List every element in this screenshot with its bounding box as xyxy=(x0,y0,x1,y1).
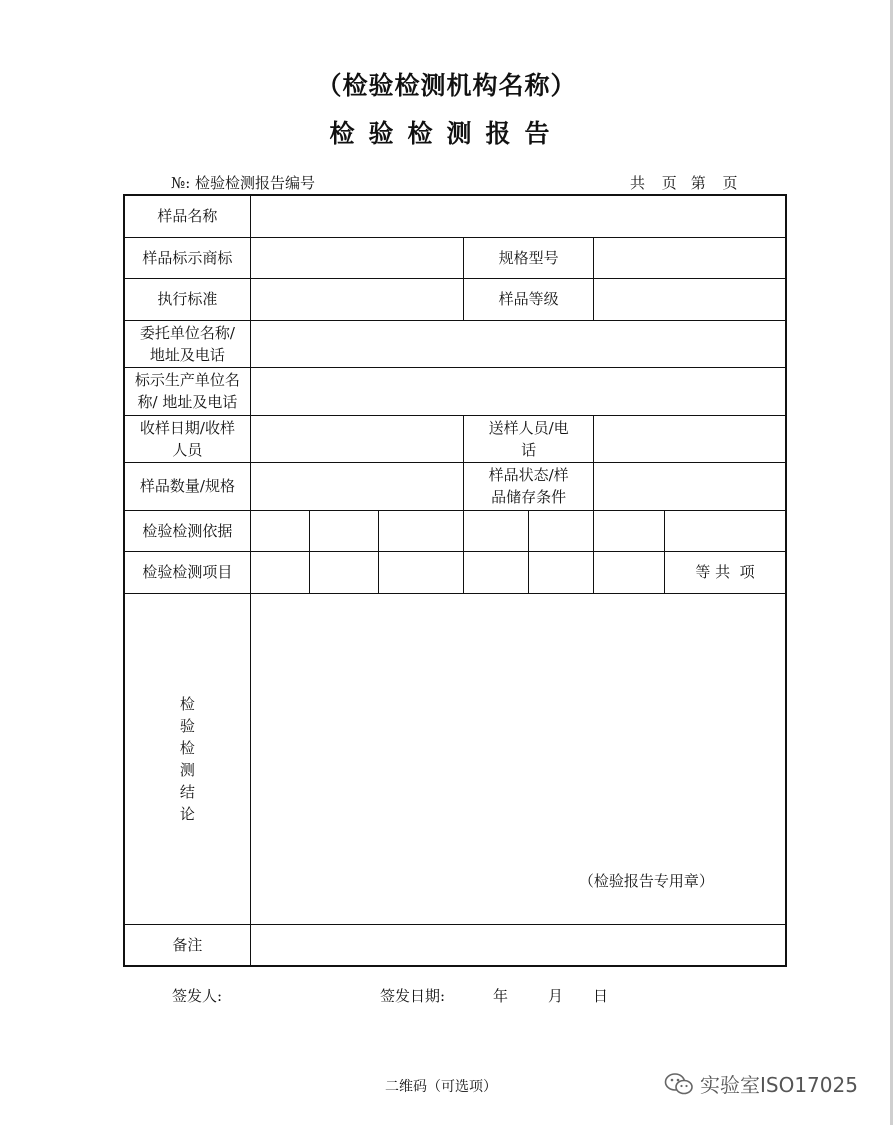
label-client xyxy=(124,320,250,367)
page-number: 第 页 xyxy=(690,174,738,192)
field-sender[interactable] xyxy=(593,415,786,462)
field-item-1[interactable] xyxy=(250,551,309,593)
report-title: 检验检测报告 xyxy=(329,119,564,148)
row-sample-mark xyxy=(124,237,786,278)
field-item-3[interactable] xyxy=(379,551,464,593)
label-sample-name: 样品名称 xyxy=(124,195,250,237)
row-items xyxy=(124,551,786,593)
field-producer[interactable] xyxy=(250,367,786,415)
label-exec-standard: 执行标准 xyxy=(124,278,250,320)
year-label: 年 xyxy=(493,987,509,1005)
row-exec-standard xyxy=(124,278,786,320)
field-exec-standard[interactable] xyxy=(250,278,464,320)
conclusion-char: 论 xyxy=(179,804,195,823)
label-quantity-spec: 样品数量/规格 xyxy=(124,462,250,510)
org-title: （检验检测机构名称） xyxy=(316,71,577,100)
label-sample-mark: 样品标示商标 xyxy=(124,237,250,278)
seal-note: （检验报告专用章） xyxy=(578,871,714,890)
row-sample-name xyxy=(124,195,786,237)
label-sender-line2: 话 xyxy=(521,440,537,459)
field-basis-1[interactable] xyxy=(250,510,309,551)
month-label: 月 xyxy=(548,987,564,1005)
label-spec-model: 规格型号 xyxy=(464,237,593,278)
label-producer-line2: 称/ 地址及电话 xyxy=(137,393,238,411)
conclusion-char: 结 xyxy=(179,782,195,801)
conclusion-char: 检 xyxy=(179,694,195,713)
field-basis-5[interactable] xyxy=(528,510,593,551)
row-conclusion xyxy=(124,593,786,924)
label-receive xyxy=(124,415,250,462)
label-receive-line2: 人员 xyxy=(172,440,203,459)
label-state-line2: 品储存条件 xyxy=(491,488,567,506)
field-quantity-spec[interactable] xyxy=(250,462,464,510)
signer-label: 签发人: xyxy=(172,987,223,1005)
field-sample-state[interactable] xyxy=(593,462,786,510)
label-receive-line1: 收样日期/收样 xyxy=(139,418,235,437)
qr-code-note: 二维码（可选项） xyxy=(385,1079,497,1095)
label-basis: 检验检测依据 xyxy=(124,510,250,551)
field-item-5[interactable] xyxy=(528,551,593,593)
field-item-2[interactable] xyxy=(310,551,379,593)
field-item-6[interactable] xyxy=(593,551,664,593)
row-producer xyxy=(124,367,786,415)
label-client-line2: 地址及电话 xyxy=(149,345,225,364)
total-pages: 共 页 xyxy=(630,174,677,192)
field-basis-4[interactable] xyxy=(464,510,528,551)
field-sample-grade[interactable] xyxy=(593,278,786,320)
field-sample-mark[interactable] xyxy=(250,237,464,278)
watermark xyxy=(664,1069,858,1098)
field-basis-2[interactable] xyxy=(310,510,379,551)
conclusion-char: 检 xyxy=(179,738,195,757)
field-conclusion[interactable] xyxy=(250,593,786,924)
label-remarks: 备注 xyxy=(124,924,250,966)
label-producer xyxy=(124,367,250,415)
label-sample-state xyxy=(464,462,593,510)
report-form-table xyxy=(123,194,787,967)
page-count xyxy=(630,172,752,193)
field-remarks[interactable] xyxy=(250,924,786,966)
label-producer-line1: 标示生产单位名 xyxy=(134,371,240,389)
field-receive[interactable] xyxy=(250,415,464,462)
field-basis-3[interactable] xyxy=(379,510,464,551)
conclusion-char: 测 xyxy=(179,760,195,779)
wechat-icon xyxy=(664,1072,694,1096)
label-conclusion xyxy=(124,593,250,924)
field-basis-7[interactable] xyxy=(665,510,787,551)
day-label: 日 xyxy=(593,987,609,1005)
label-client-line1: 委托单位名称/ xyxy=(139,323,235,342)
report-number: №: 检验检测报告编号 xyxy=(171,174,316,192)
field-client[interactable] xyxy=(250,320,786,367)
field-basis-6[interactable] xyxy=(593,510,664,551)
row-client xyxy=(124,320,786,367)
field-spec-model[interactable] xyxy=(593,237,786,278)
label-items: 检验检测项目 xyxy=(124,551,250,593)
label-sender-line1: 送样人员/电 xyxy=(488,418,569,437)
watermark-text: 实验室ISO17025 xyxy=(700,1073,858,1097)
label-sample-grade: 样品等级 xyxy=(464,278,593,320)
conclusion-char: 验 xyxy=(179,716,195,735)
row-remarks xyxy=(124,924,786,966)
label-state-line1: 样品状态/样 xyxy=(488,466,569,484)
row-basis xyxy=(124,510,786,551)
sign-date-label: 签发日期: xyxy=(380,987,446,1005)
row-quantity xyxy=(124,462,786,510)
label-items-total: 等 共 项 xyxy=(665,551,787,593)
label-sender xyxy=(464,415,593,462)
field-item-4[interactable] xyxy=(464,551,528,593)
field-sample-name[interactable] xyxy=(250,195,786,237)
row-receive xyxy=(124,415,786,462)
